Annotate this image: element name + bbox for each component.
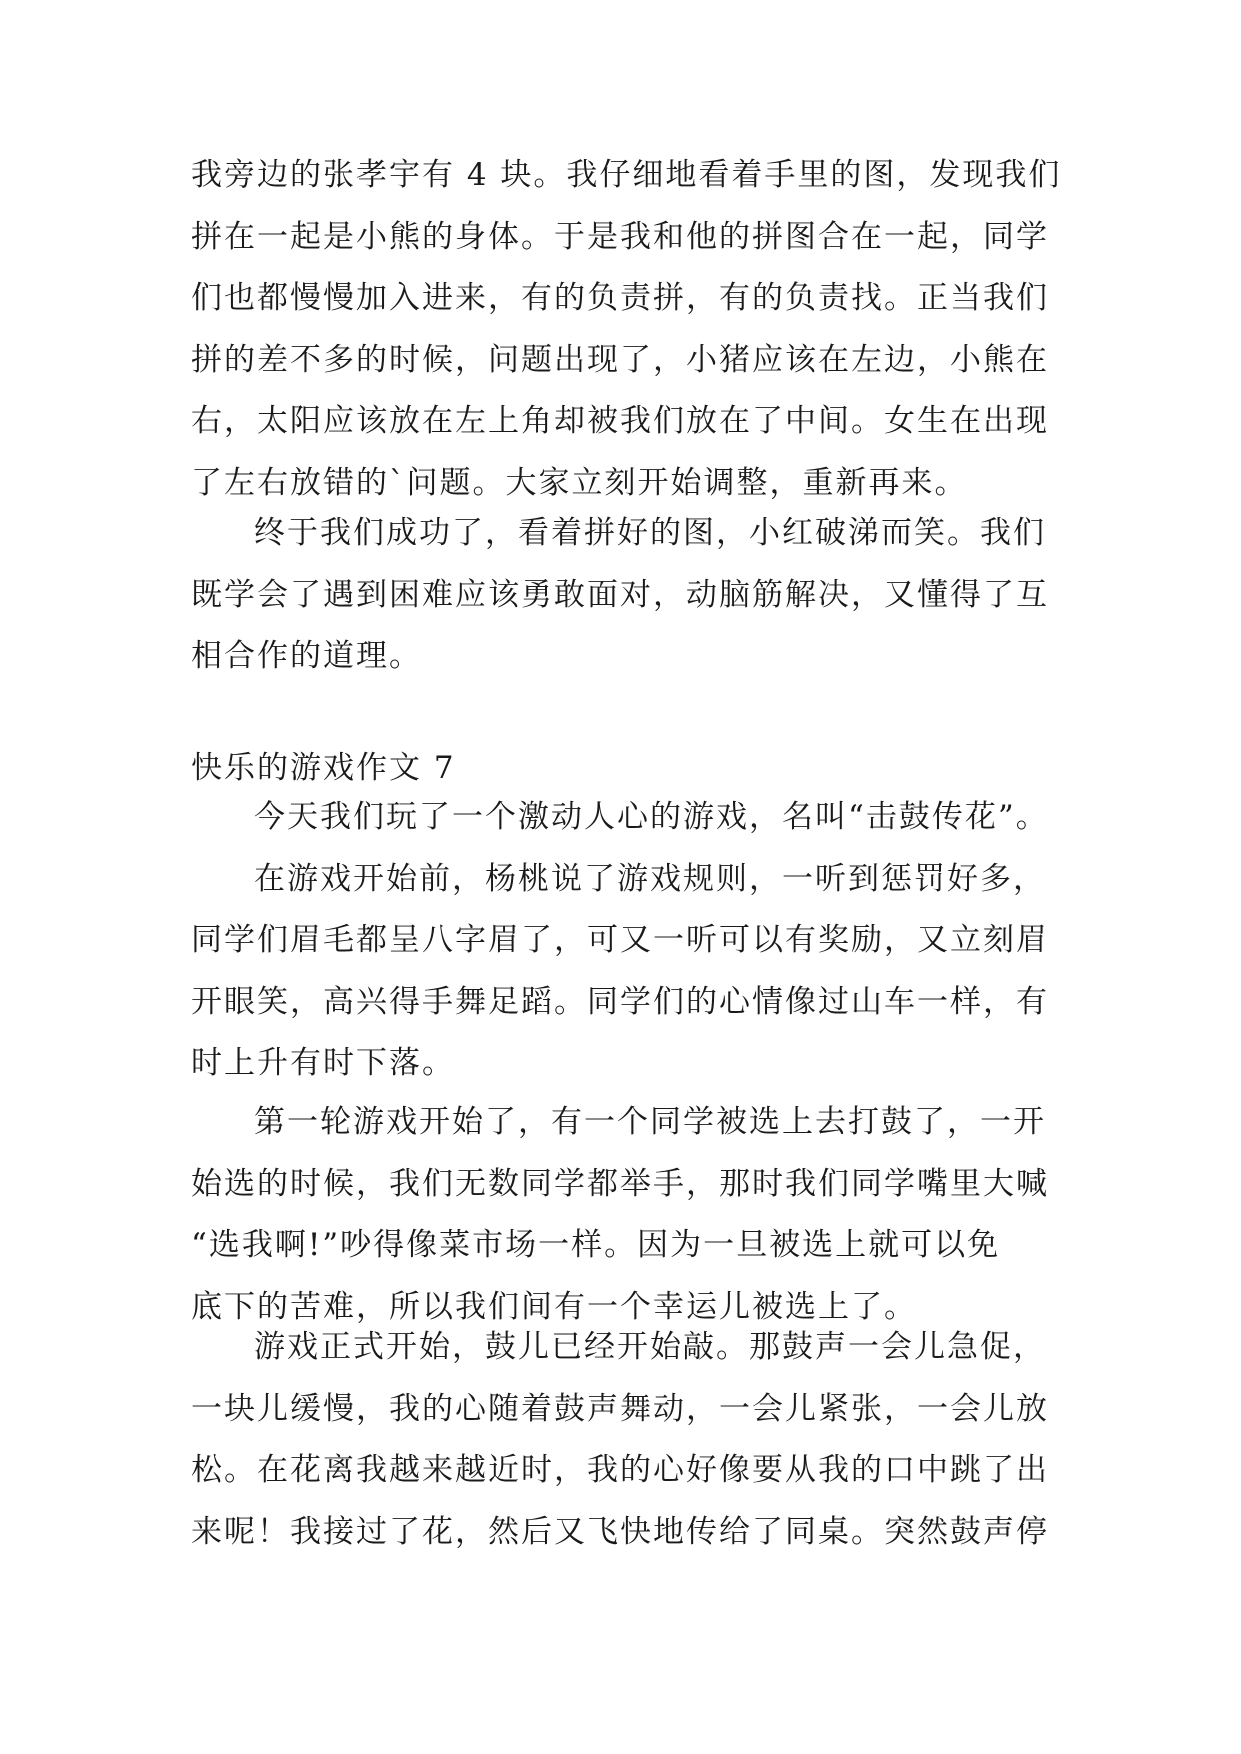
paragraph-line: 开眼笑，高兴得手舞足蹈。同学们的心情像过山车一样，有 [191,983,1049,1020]
paragraph-line: 游戏正式开始，鼓儿已经开始敲。那鼓声一会儿急促， [254,1329,1046,1365]
paragraph-line: 时上升有时下落。 [191,1045,455,1081]
paragraph-start [191,1317,1061,1563]
paragraph-success [191,503,1061,688]
paragraph-line: 了左右放错的`问题。大家立刻开始调整，重新再来。 [191,464,968,501]
paragraph-line: 始选的时候，我们无数同学都举手，那时我们同学嘴里大喊 [191,1165,1049,1202]
paragraph-continued [191,145,1061,514]
essay-title: 快乐的游戏作文 7 [191,750,456,786]
paragraph-line: 我旁边的张孝宇有 4 块。我仔细地看着手里的图，发现我们 [191,157,1062,193]
paragraph-line: 右，太阳应该放在左上角却被我们放在了中间。女生在出现 [191,403,1049,439]
paragraph-line: 一块儿缓慢，我的心随着鼓声舞动，一会儿紧张，一会儿放 [191,1390,1049,1427]
paragraph-intro-and-rules [191,787,1061,1095]
paragraph-line: 在游戏开始前，杨桃说了游戏规则，一听到惩罚好多， [254,860,1046,897]
paragraph-line: 终于我们成功了，看着拼好的图，小红破涕而笑。我们 [254,515,1046,551]
paragraph-line: 们也都慢慢加入进来，有的负责拼，有的负责找。正当我们 [191,280,1049,316]
paragraph-line: 拼在一起是小熊的身体。于是我和他的拼图合在一起，同学 [191,218,1049,255]
paragraph-line: 今天我们玩了一个激动人心的游戏，名叫“击鼓传花”。 [254,799,1049,835]
paragraph-line: “选我啊!”吵得像菜市场一样。因为一旦被选上就可以免 [191,1227,1001,1263]
paragraph-line: 松。在花离我越来越近时，我的心好像要从我的口中跳了出 [191,1452,1049,1488]
paragraph-line: 既学会了遇到困难应该勇敢面对，动脑筋解决，又懂得了互 [191,576,1049,613]
paragraph-line: 底下的苦难，所以我们间有一个幸运儿被选上了。 [191,1288,917,1325]
paragraph-line: 第一轮游戏开始了，有一个同学被选上去打鼓了，一开 [254,1104,1046,1140]
paragraph-line: 来呢！我接过了花，然后又飞快地传给了同桌。突然鼓声停 [191,1513,1049,1550]
paragraph-round1 [191,1092,1061,1338]
paragraph-line: 同学们眉毛都呈八字眉了，可又一听可以有奖励，又立刻眉 [191,922,1049,958]
paragraph-line: 拼的差不多的时候，问题出现了，小猪应该在左边，小熊在 [191,341,1049,378]
paragraph-line: 相合作的道理。 [191,638,422,674]
